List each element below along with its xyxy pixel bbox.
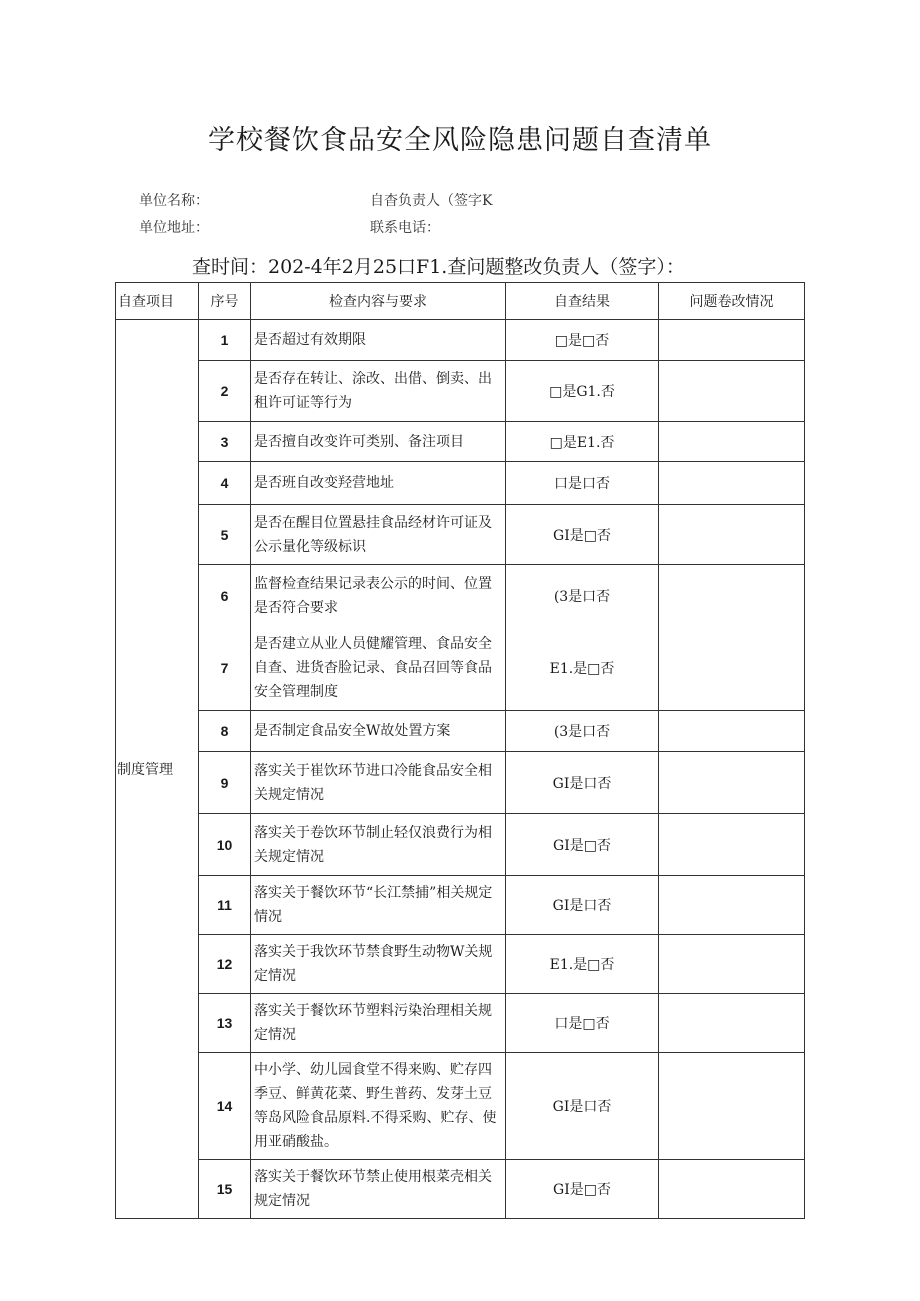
table-row xyxy=(116,320,805,361)
row-content: 落实关于崔饮环节进口冷能食品安全相关规定情况 xyxy=(251,752,506,814)
row-rectification xyxy=(659,711,805,752)
table-row xyxy=(116,711,805,752)
row-content: 是否存在转让、涂改、出借、倒卖、出租许可证等行为 xyxy=(251,361,506,422)
row-result: GI是口否 xyxy=(506,876,659,935)
row-result: (3是口否 xyxy=(506,565,659,627)
header-rectification: 问题卷改情况 xyxy=(659,283,805,320)
row-result: □是E1.否 xyxy=(506,422,659,462)
table-row xyxy=(116,752,805,814)
header-serial-no: 序号 xyxy=(199,283,251,320)
row-rectification xyxy=(659,462,805,505)
table-row xyxy=(116,876,805,935)
row-rectification xyxy=(659,505,805,565)
inspection-date-line: 查时间：202-4年2月25口F1.查问题整改负责人（签字）： xyxy=(192,256,685,278)
table-row xyxy=(116,935,805,994)
row-content: 是否在醒目位置悬挂食品经材许可证及公示量化等级标识 xyxy=(251,505,506,565)
row-content: 中小学、幼儿园食堂不得来购、贮存四季豆、鲜黄花菜、野生普药、发芽土豆等岛风险食品原料.不得采购、贮存、使用亚硝酸盐。 xyxy=(251,1053,506,1160)
table-row xyxy=(116,505,805,565)
header-content: 检查内容与要求 xyxy=(251,283,506,320)
row-rectification xyxy=(659,1160,805,1219)
phone-label: 联系电话： xyxy=(370,220,440,236)
row-result: GI是□否 xyxy=(506,814,659,876)
row-number: 9 xyxy=(199,752,251,814)
row-number: 14 xyxy=(199,1053,251,1160)
row-rectification xyxy=(659,320,805,361)
table-header-row xyxy=(116,283,805,320)
unit-name-label: 单位名称： xyxy=(139,193,209,209)
table-row xyxy=(116,462,805,505)
row-content: 是否建立从业人员健耀管理、食品安全自查、进货杳脸记录、食品召回等食品安全管理制度 xyxy=(251,627,506,711)
row-number: 10 xyxy=(199,814,251,876)
row-number: 8 xyxy=(199,711,251,752)
row-rectification xyxy=(659,422,805,462)
row-rectification xyxy=(659,1053,805,1160)
row-result: 口是口否 xyxy=(506,462,659,505)
row-result: (3是口否 xyxy=(506,711,659,752)
row-rectification xyxy=(659,361,805,422)
row-result: E1.是□否 xyxy=(506,627,659,711)
row-number: 12 xyxy=(199,935,251,994)
row-content: 落实关于餐饮环节禁止使用根菜壳相关规定情况 xyxy=(251,1160,506,1219)
self-check-table xyxy=(115,282,805,1219)
row-content: 落实关于我饮环节禁食野生动物W关规定情况 xyxy=(251,935,506,994)
table-row xyxy=(116,814,805,876)
row-rectification xyxy=(659,935,805,994)
table-row xyxy=(116,422,805,462)
header-result: 自查结果 xyxy=(506,283,659,320)
row-rectification xyxy=(659,627,805,711)
row-number: 2 xyxy=(199,361,251,422)
row-result: GI是口否 xyxy=(506,752,659,814)
row-rectification xyxy=(659,994,805,1053)
row-content: 是否制定食品安全W故处置方案 xyxy=(251,711,506,752)
table-row xyxy=(116,1160,805,1219)
row-result: □是□否 xyxy=(506,320,659,361)
unit-address-label: 单位地址： xyxy=(139,220,209,236)
row-result: E1.是□否 xyxy=(506,935,659,994)
row-number: 13 xyxy=(199,994,251,1053)
header-check-item: 自查项目 xyxy=(116,283,199,320)
table-row xyxy=(116,627,805,711)
row-number: 4 xyxy=(199,462,251,505)
table-row xyxy=(116,1053,805,1160)
row-rectification xyxy=(659,814,805,876)
row-number: 5 xyxy=(199,505,251,565)
row-number: 1 xyxy=(199,320,251,361)
category-cell: 制度管理 xyxy=(116,320,199,1219)
row-rectification xyxy=(659,565,805,627)
row-result: □是G1.否 xyxy=(506,361,659,422)
row-result: GI是□否 xyxy=(506,505,659,565)
row-number: 11 xyxy=(199,876,251,935)
row-result: 口是□否 xyxy=(506,994,659,1053)
table-row xyxy=(116,994,805,1053)
row-content: 是否班自改变羟营地址 xyxy=(251,462,506,505)
row-result: GI是口否 xyxy=(506,1053,659,1160)
row-content: 监督检查结果记录表公示的时间、位置是否符合要求 xyxy=(251,565,506,627)
document-title: 学校餐饮食品安全风险隐患问题自查清单 xyxy=(208,125,712,156)
table-row xyxy=(116,565,805,627)
row-number: 7 xyxy=(199,627,251,711)
table-row xyxy=(116,361,805,422)
row-content: 是否超过有效期限 xyxy=(251,320,506,361)
responsible-signature-label: 自杳负责人（签字K xyxy=(370,193,493,209)
row-content: 落实关于卷饮环节制止轻仅浪费行为相关规定情况 xyxy=(251,814,506,876)
row-content: 是否擅自改变许可类别、备注项目 xyxy=(251,422,506,462)
row-rectification xyxy=(659,752,805,814)
row-content: 落实关于餐饮环节“长江禁捕”相关规定情况 xyxy=(251,876,506,935)
row-content: 落实关于餐饮环节塑料污染治理相关规定情况 xyxy=(251,994,506,1053)
row-number: 6 xyxy=(199,565,251,627)
row-number: 3 xyxy=(199,422,251,462)
row-rectification xyxy=(659,876,805,935)
row-number: 15 xyxy=(199,1160,251,1219)
row-result: GI是□否 xyxy=(506,1160,659,1219)
